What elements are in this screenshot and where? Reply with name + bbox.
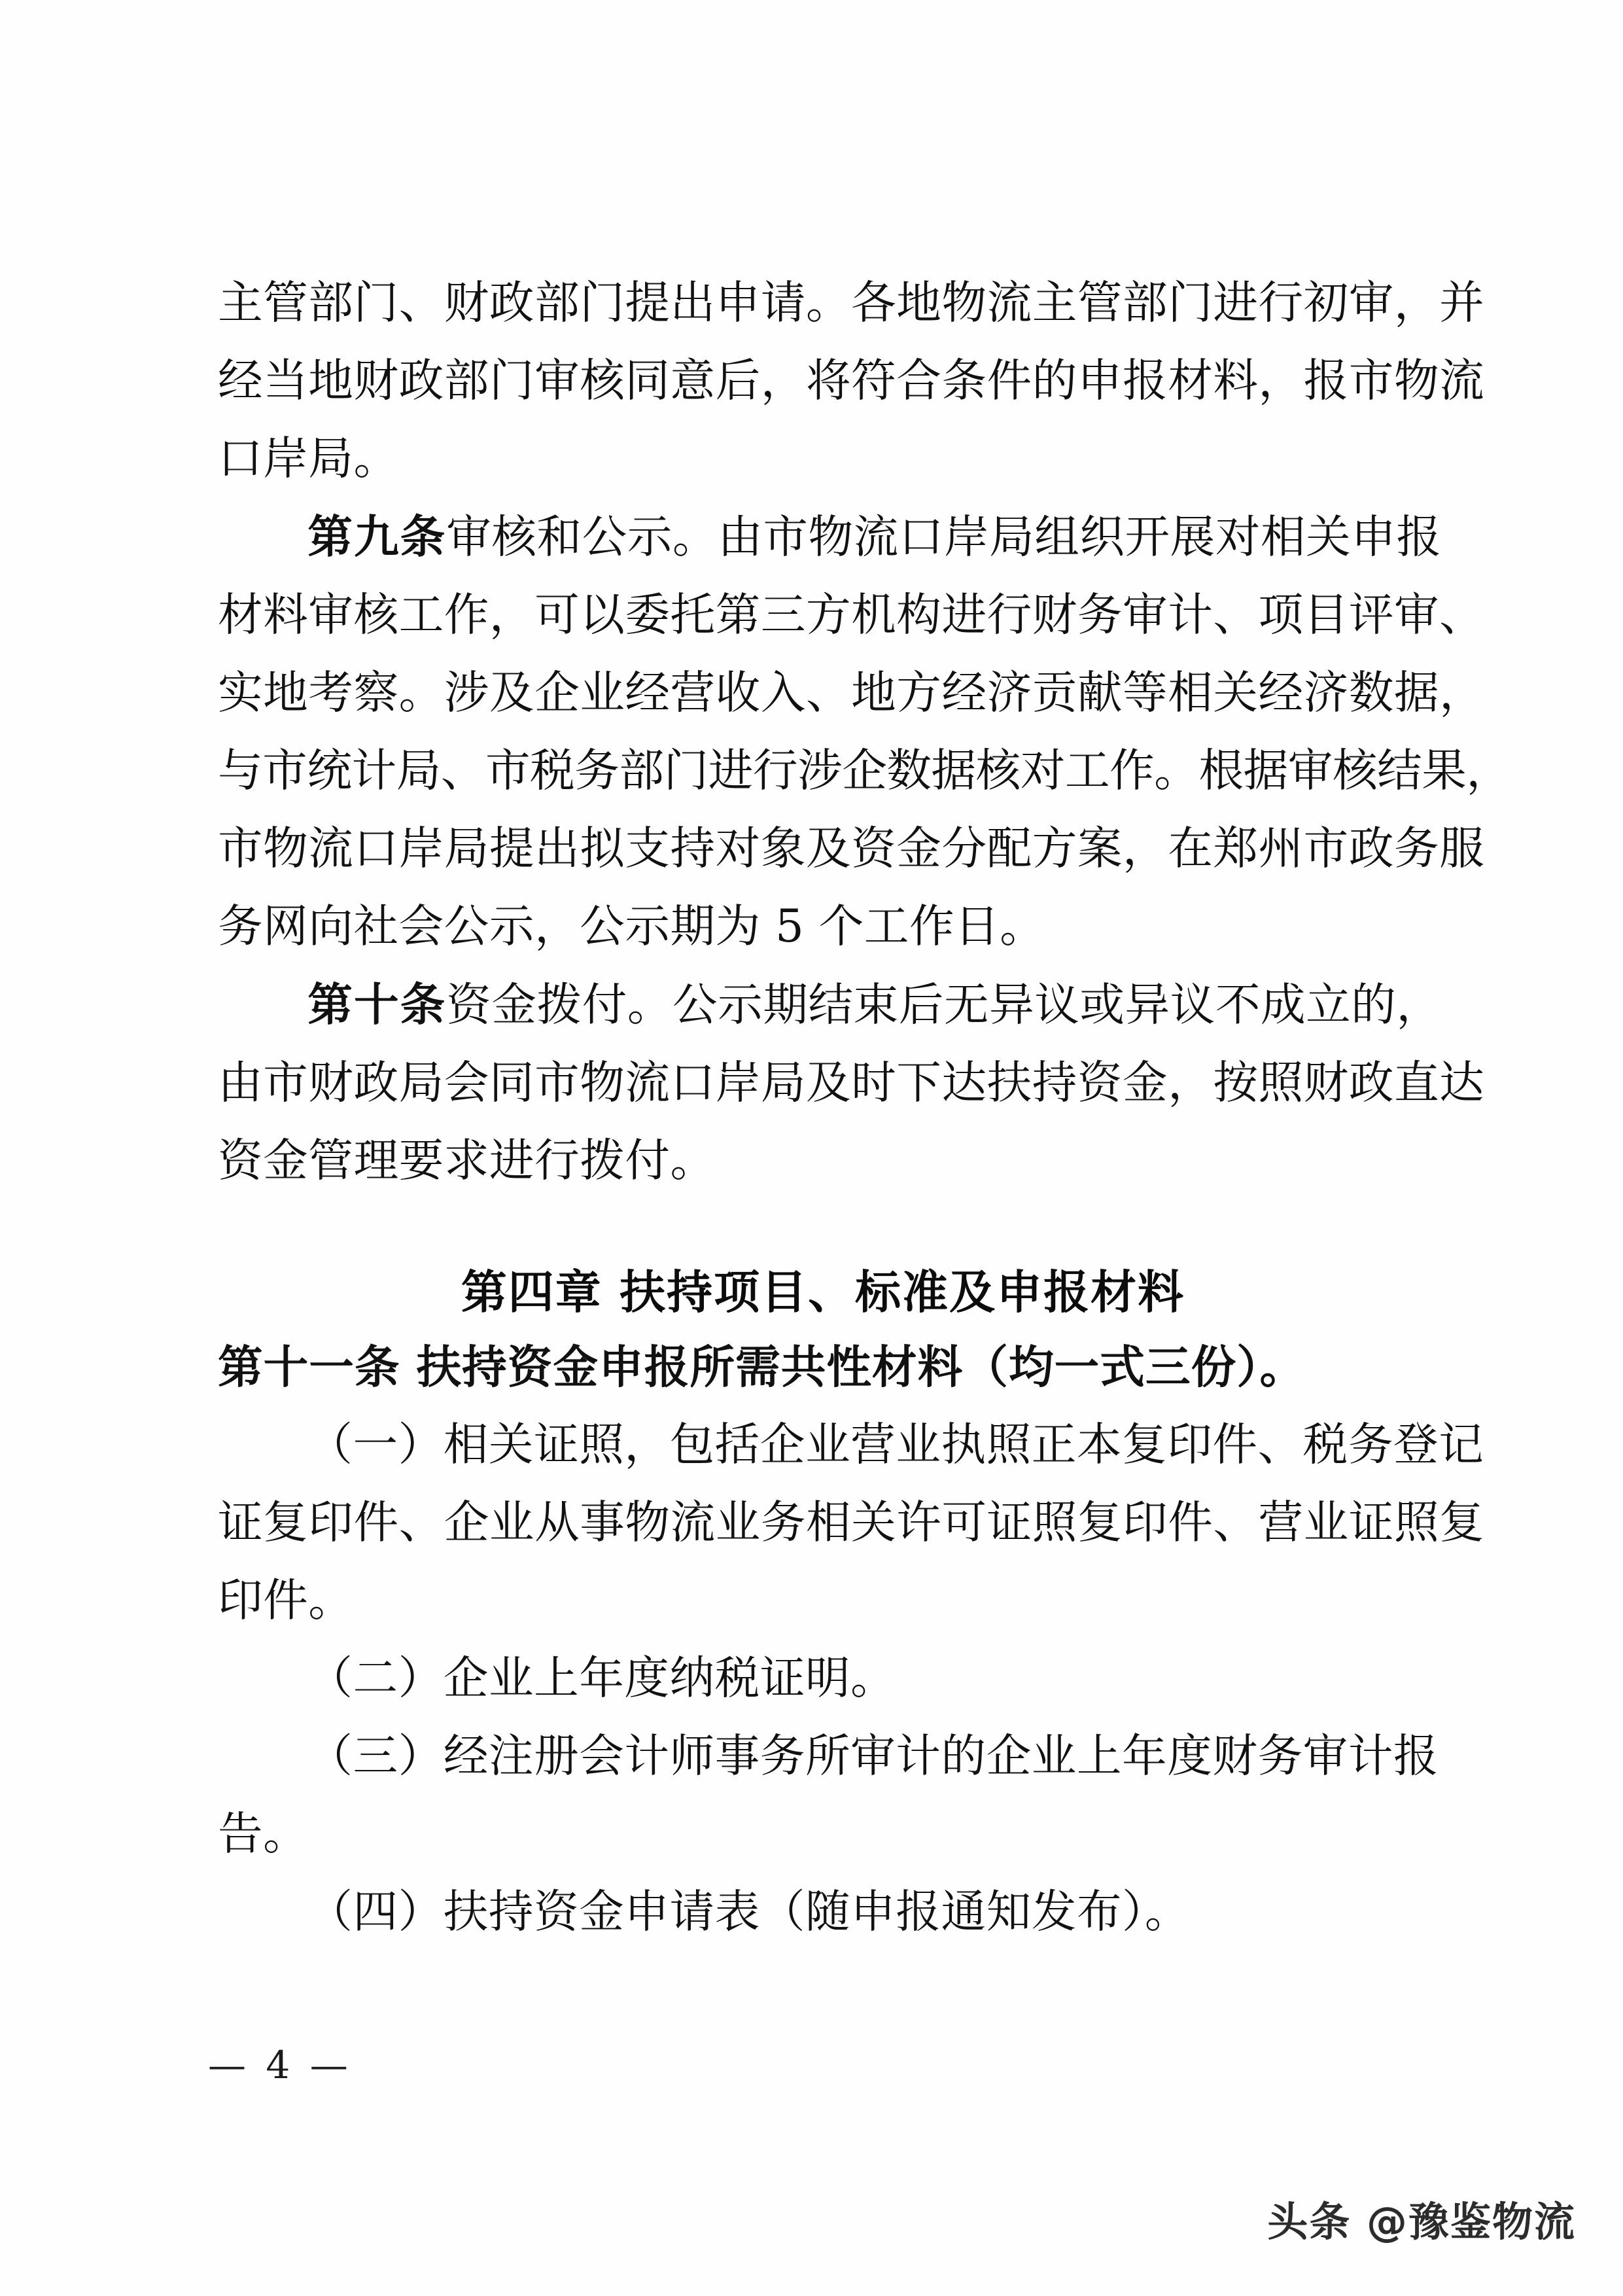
article-10-text: 资金拨付。公示期结束后无异议或异议不成立的， (446, 979, 1442, 1031)
article-10-first-line (218, 966, 1442, 1044)
list-item-line: （四）扶持资金申请表（随申报通知发布）。 (307, 1886, 1191, 1938)
body-line: 经当地财政部门审核同意后，将符合条件的申报材料，报市物流 (218, 355, 1485, 407)
body-line: 由市财政局会同市物流口岸局及时下达扶持资金，按照财政直达 (218, 1057, 1485, 1109)
article-9-label: 第九条 (307, 510, 447, 563)
body-line: 与市统计局、市税务部门进行涉企数据核对工作。根据审核结果， (218, 745, 1511, 797)
list-item-line: 证复印件、企业从事物流业务相关许可证照复印件、营业证照复 (218, 1496, 1485, 1549)
body-line: 材料审核工作，可以委托第三方机构进行财务审计、项目评审、 (218, 589, 1485, 641)
list-item-line: （三）经注册会计师事务所审计的企业上年度财务审计报 (307, 1730, 1439, 1782)
list-item-line: 告。 (218, 1808, 309, 1860)
article-11-heading: 第十一条 扶持资金申报所需共性材料（均一式三份）。 (218, 1341, 1306, 1394)
body-line: 务网向社会公示，公示期为 5 个工作日。 (218, 900, 1045, 953)
list-item-line: 印件。 (218, 1574, 354, 1627)
body-line: 主管部门、财政部门提出申请。各地物流主管部门进行初审，并 (218, 277, 1485, 329)
page-number: — 4 — (208, 2043, 352, 2087)
article-9-first-line (218, 498, 1442, 576)
list-item-line: （二）企业上年度纳税证明。 (307, 1652, 896, 1704)
body-line: 实地考察。涉及企业经营收入、地方经济贡献等相关经济数据， (218, 667, 1485, 719)
page-body-text (218, 264, 1511, 1951)
body-line: 口岸局。 (218, 433, 399, 485)
body-line: 资金管理要求进行拨付。 (218, 1135, 716, 1187)
watermark: 头条 @豫鉴物流 (1267, 2198, 1576, 2246)
article-9-text: 审核和公示。由市物流口岸局组织开展对相关申报 (446, 511, 1442, 563)
chapter-4-heading: 第四章 扶持项目、标准及申报材料 (461, 1265, 1185, 1319)
list-item-line: （一）相关证照，包括企业营业执照正本复印件、税务登记 (307, 1419, 1484, 1471)
article-10-label: 第十条 (307, 978, 447, 1031)
body-line: 市物流口岸局提出拟支持对象及资金分配方案，在郑州市政务服 (218, 822, 1485, 875)
section-spacer (218, 1200, 1428, 1256)
